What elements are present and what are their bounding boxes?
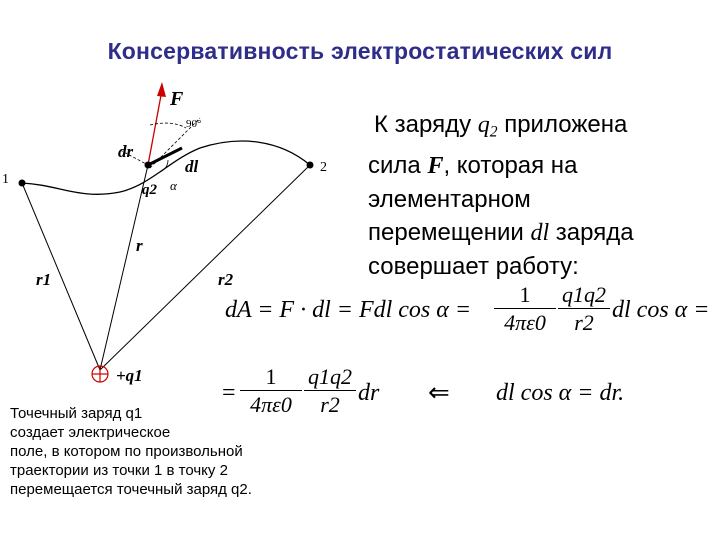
charge-numerator: q1q2 [562,282,606,307]
force-label: F [170,88,184,110]
coef-numerator: 1 [519,282,531,307]
r1-label: r1 [36,270,52,289]
formula-lhs: dA = F · dl = Fdl cos α = [225,297,472,323]
charge-note [10,404,330,499]
description-line-5: совершает работу: [368,252,579,280]
formula2-charge-fraction: q1q2 r2 [304,364,356,419]
r2-label: r2 [218,270,234,289]
point-2-dot [307,162,314,169]
alpha-arc [160,160,168,172]
r2-line [100,165,310,370]
note-line-5: перемещается точечный заряд q2. [10,481,252,498]
description-line-2: сила F, которая на [368,151,578,179]
formula2-dr: dr [358,380,380,406]
description-line-3: элементарном [368,185,531,213]
description-line-1: К заряду $q_2$ приложена [374,111,628,141]
note-line-4: траектории из точки 1 в точку 2 [10,462,228,479]
angle-90-label: 90° [186,118,202,130]
formula2-coef-fraction: 1 4πε0 [240,364,302,419]
dl-label: dl [185,157,199,176]
formula-tail: dl cos α = [612,297,710,323]
dr-label: dr [118,142,134,161]
r-label: r [136,236,143,255]
dl-vector [148,148,182,165]
description-text [368,108,708,283]
q1-label: +q1 [116,366,143,385]
description-line-4: перемещении dl заряда [368,218,634,246]
coef-denominator: 4πε0 [504,310,546,335]
r1-line [22,183,100,370]
formula-charge-fraction [558,282,610,337]
q2-label: q2 [142,182,157,198]
formula2-eq: = [222,380,236,406]
force-vector [148,90,162,165]
point-1-dot [19,180,26,187]
note-line-2: создает электрическое [10,424,171,441]
point-2-label: 2 [320,160,327,175]
point-1-label: 1 [2,172,9,187]
alpha-label: α [170,178,177,193]
formula2-right: dl cos α = dr. [496,380,625,406]
note-line-3: поле, в котором по произвольной [10,443,243,460]
charge-denominator: r2 [574,310,594,335]
r-line [100,165,148,370]
q2-dot [145,162,152,169]
force-arrowhead [157,82,166,97]
slide-title: Консервативность электростатических сил [107,38,613,64]
implication-arrow: ⇐ [428,378,450,407]
note-line-1: Точечный заряд q1 [10,405,143,422]
formula-coef-fraction [494,282,556,337]
